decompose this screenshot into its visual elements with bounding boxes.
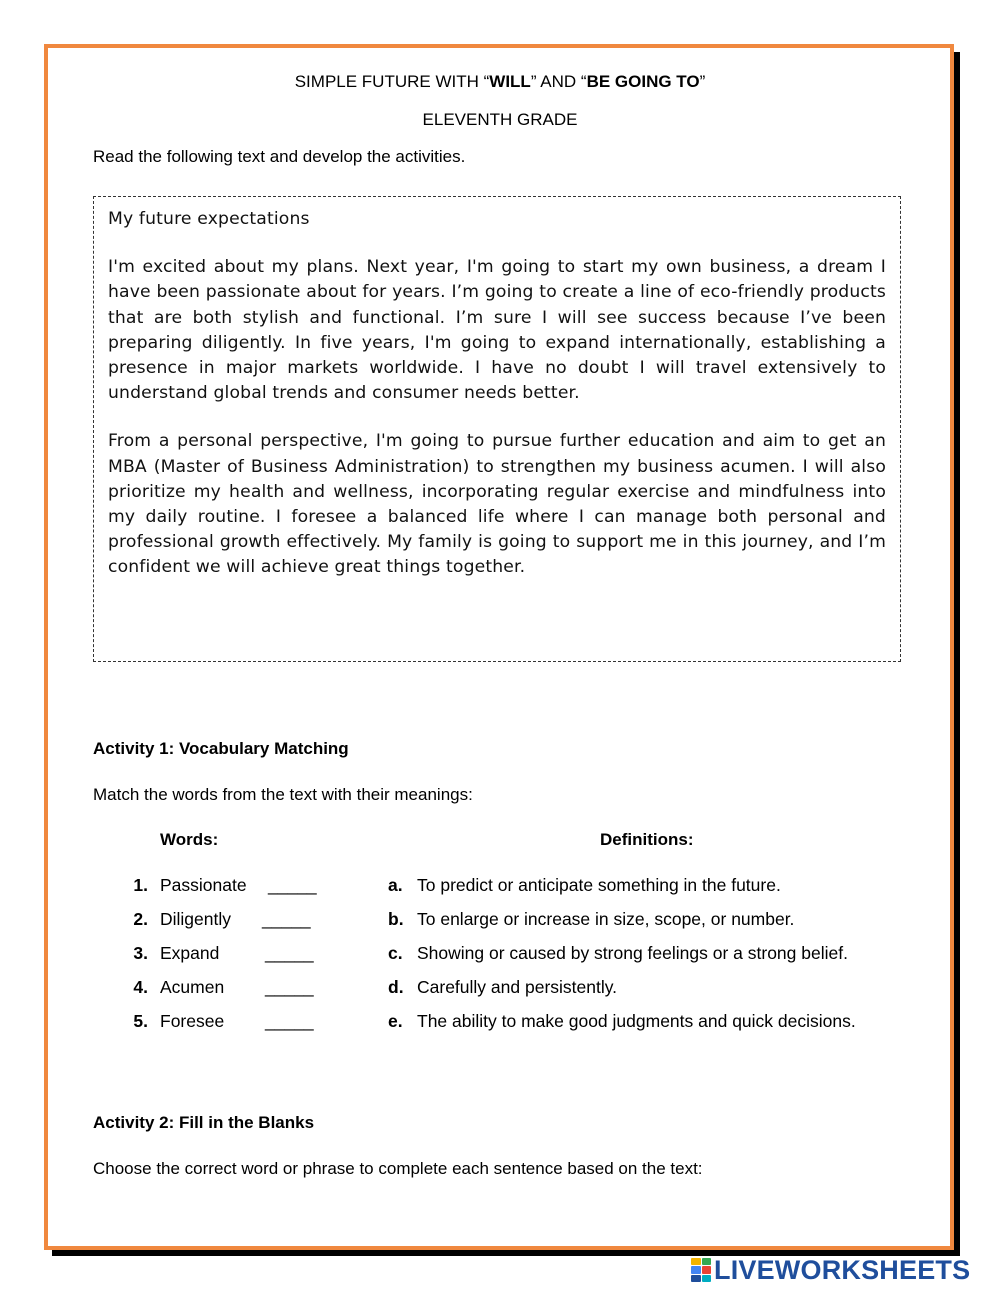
activity1-instruction: Match the words from the text with their meanings: (93, 785, 473, 804)
liveworksheets-logo[interactable] (691, 1255, 970, 1285)
story-box (93, 196, 901, 662)
word-item: Expand (160, 943, 220, 963)
word-number: 3. (133, 943, 148, 963)
word-number: 1. (133, 875, 148, 895)
story-title: My future expectations (108, 209, 310, 229)
answer-blank[interactable]: _____ (265, 977, 314, 997)
story-paragraph-2: From a personal perspective, I'm going to pursue further education and aim to get an MBA (Master of Business Administration) to strengthen my business acumen. I will also prioritize my health and wellness, incorporating regular exercise and mindfulness into my daily routine. I foresee a balanced life where I can manage both personal and professional growth effectively. My family is going to support me in this journey, and I’m confident we will achieve great things together. (108, 431, 886, 578)
grade-label: ELEVENTH GRADE (422, 110, 578, 129)
answer-blank[interactable]: _____ (268, 875, 317, 895)
word-item: Foresee (160, 1011, 225, 1031)
definition-text: To predict or anticipate something in the future. (417, 875, 781, 895)
definition-letter: b. (388, 909, 404, 929)
liveworksheets-logo-text: LIVEWORKSHEETS (714, 1254, 971, 1285)
words-header: Words: (160, 830, 219, 849)
activity2-title: Activity 2: Fill in the Blanks (93, 1113, 315, 1132)
answer-blank[interactable]: _____ (262, 909, 311, 929)
word-item: Acumen (160, 977, 225, 997)
definition-letter: c. (388, 943, 403, 963)
word-item: Passionate (160, 875, 247, 895)
activity2-instruction: Choose the correct word or phrase to complete each sentence based on the text: (93, 1159, 703, 1178)
activity1-title: Activity 1: Vocabulary Matching (93, 739, 349, 758)
definition-text: To enlarge or increase in size, scope, or number. (417, 909, 795, 929)
word-number: 2. (133, 909, 148, 929)
liveworksheets-logo-icon (691, 1258, 711, 1282)
definition-letter: a. (388, 875, 403, 895)
definition-text: Carefully and persistently. (417, 977, 618, 997)
definition-letter: e. (388, 1011, 403, 1031)
word-number: 5. (133, 1011, 148, 1031)
story-paragraph-1: I'm excited about my plans. Next year, I'm going to start my own business, a dream I have been passionate about for years. I’m going to create a line of eco-friendly products that are both stylish and functional. I’m sure I will see success because I’ve been preparing diligently. In five years, I'm going to expand internationally, establishing a presence in major markets worldwide. I have no doubt I will travel extensively to understand global trends and consumer needs better. (108, 257, 886, 404)
word-number: 4. (133, 977, 148, 997)
instruction-text: Read the following text and develop the activities. (93, 147, 466, 166)
word-item: Diligently (160, 909, 231, 929)
worksheet-title: SIMPLE FUTURE WITH “WILL” AND “BE GOING TO” (294, 72, 706, 91)
definition-letter: d. (388, 977, 404, 997)
definition-text: Showing or caused by strong feelings or a strong belief. (417, 943, 848, 963)
answer-blank[interactable]: _____ (265, 1011, 314, 1031)
answer-blank[interactable]: _____ (265, 943, 314, 963)
definitions-header: Definitions: (600, 830, 694, 849)
definition-text: The ability to make good judgments and quick decisions. (417, 1011, 856, 1031)
